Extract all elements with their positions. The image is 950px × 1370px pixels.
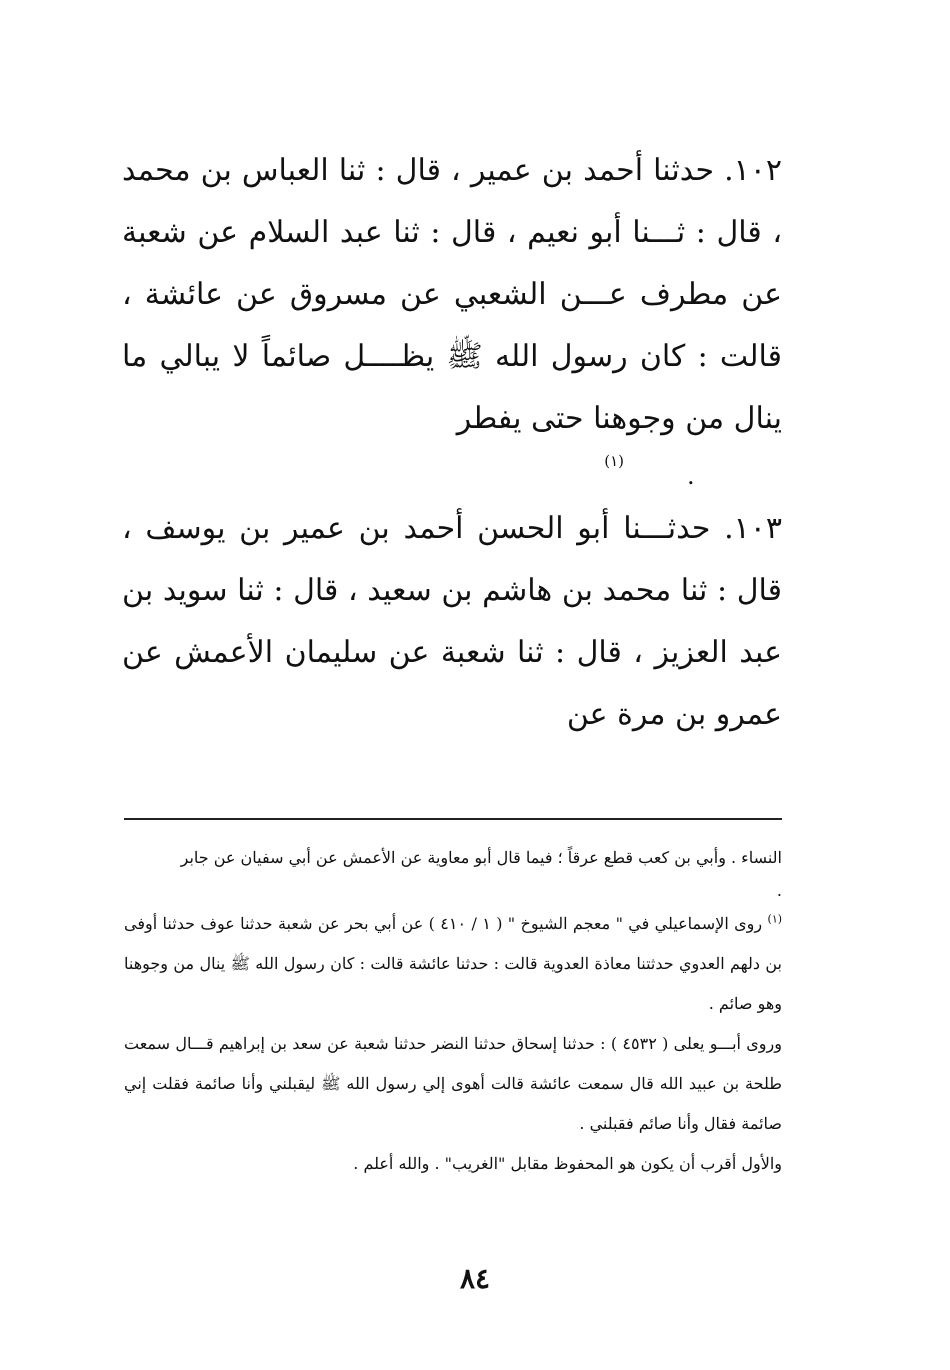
footnote-1-paragraph-3: والأول أقرب أن يكون هو المحفوظ مقابل "الغريب" . والله أعلم . (353, 1154, 782, 1173)
footnotes (124, 838, 782, 1184)
footnote-1-text: روى الإسماعيلي في " معجم الشيوخ " ( ١ / ٤١٠ ) عن أبي بحر عن شعبة حدثنا عوف حدثنا أوفى بن دلهم العدوي حدثتنا معاذة العدوية قالت : حدثنا عائشة قالت : كان رسول الله ﷺ ينال من وجوهنا وهو صائم . (124, 914, 782, 1013)
footnote-marker: (١) (767, 912, 783, 926)
hadith-text: حدثـــنا أبو الحسن أحمد بن عمير بن يوسف ، قال : ثنا محمد بن هاشم بن سعيد ، قال : ثنا سويد بن عبد العزيز ، قال : ثنا شعبة عن سليمان الأعمش عن عمرو بن مرة عن (122, 511, 782, 732)
main-text (122, 140, 782, 746)
footnote-continued: النساء . وأبي بن كعب قطع عرقاً ؛ فيما قال أبو معاوية عن الأعمش عن أبي سفيان عن جابر (180, 848, 782, 867)
end-dot-row (122, 462, 782, 490)
hadith-text: حدثنا أحمد بن عمير ، قال : ثنا العباس بن محمد ، قال : ثـــنا أبو نعيم ، قال : ثنا عبد السلام عن شعبة عن مطرف عـــن الشعبي عن مسروق عن عائشة ، قالت : كان رسول الله ﷺ يظــــل صائماً لا يبالي ما ينال من وجوهنا حتى يفطر (122, 153, 782, 436)
page-number: ٨٤ (459, 1262, 491, 1295)
footnote-reference[interactable]: (١) (604, 452, 624, 470)
end-dot: . (687, 462, 695, 490)
hadith-number: ١٠٣. (724, 511, 782, 546)
footnote-continued-dot: . (776, 881, 782, 900)
footnote-1-paragraph-1 (124, 904, 782, 1024)
hadith-number: ١٠٢. (724, 153, 782, 188)
footnote-1-paragraph-2: وروى أبـــو يعلى ( ٤٥٣٢ ) : حدثنا إسحاق حدثنا النضر حدثنا شعبة عن سعد بن إبراهيم قـــال سمعت طلحة بن عبيد الله قال سمعت عائشة قالت أهوى إلي رسول الله ﷺ ليقبلني وأنا صائمة فقلت إني صائمة فقال وأنا صائم فقبلني . (124, 1034, 782, 1133)
hadith-103 (122, 498, 782, 746)
hadith-102-end (122, 450, 782, 484)
footnote-divider (124, 818, 782, 820)
hadith-102 (122, 140, 782, 450)
